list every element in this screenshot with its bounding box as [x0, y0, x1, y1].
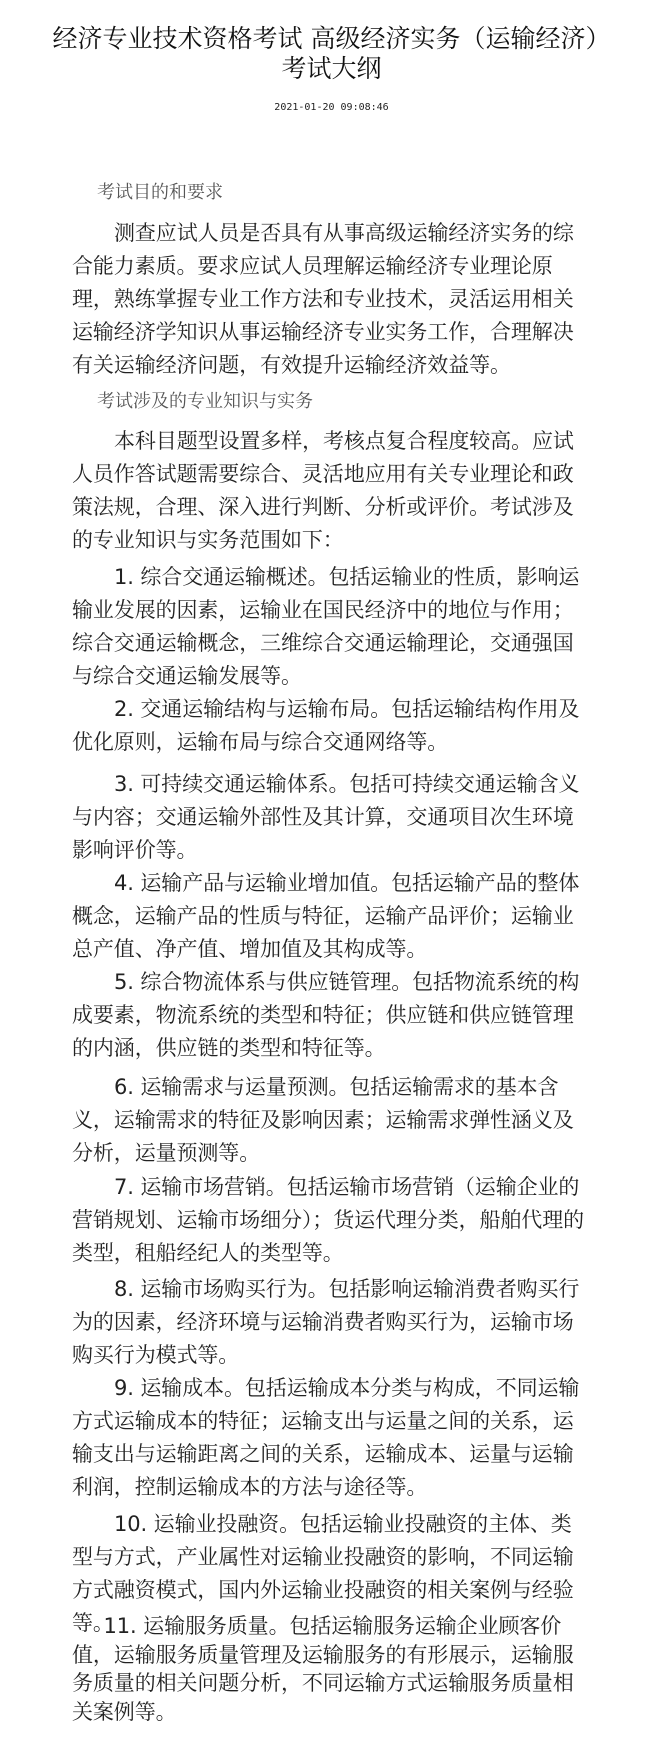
list-item: 11. 运输服务质量。包括运输服务运输企业顾客价值，运输服务质量管理及运输服务的有形展示，运输服务质量的相关问题分析，不同运输方式运输服务质量相关案例等。	[72, 1614, 574, 1724]
list-item: 5. 综合物流体系与供应链管理。包括物流系统的构成要素，物流系统的类型和特征；供应链和供应链管理的内涵，供应链的类型和特征等。	[72, 970, 580, 1060]
list-item: 6. 运输需求与运量预测。包括运输需求的基本含义，运输需求的特征及影响因素；运输需求弹性涵义及分析，运量预测等。	[72, 1075, 574, 1165]
list-item: 10. 运输业投融资。包括运输业投融资的主体、类型与方式，产业属性对运输业投融资的影响，不同运输方式融资模式，国内外运输业投融资的相关案例与经验等。	[72, 1512, 574, 1635]
section-heading: 考试目的和要求	[97, 182, 223, 203]
title-line-1: 经济专业技术资格考试 高级经济实务（运输经济）	[52, 24, 611, 53]
paragraph: 本科目题型设置多样，考核点复合程度较高。应试人员作答试题需要综合、灵活地应用有关专业理论和政策法规，合理、深入进行判断、分析或评价。考试涉及的专业知识与实务范围如下：	[72, 429, 574, 552]
list-item: 8. 运输市场购买行为。包括影响运输消费者购买行为的因素，经济环境与运输消费者购买行为，运输市场购买行为模式等。	[72, 1277, 580, 1367]
list-item: 1. 综合交通运输概述。包括运输业的性质，影响运输业发展的因素，运输业在国民经济中的地位与作用；综合交通运输概念，三维综合交通运输理论，交通强国与综合交通运输发展等。	[72, 565, 580, 688]
list-item: 3. 可持续交通运输体系。包括可持续交通运输含义与内容；交通运输外部性及其计算，交通项目次生环境影响评价等。	[72, 772, 580, 862]
publish-date: 2021-01-20 09:08:46	[274, 102, 389, 113]
list-item: 7. 运输市场营销。包括运输市场营销（运输企业的营销规划、运输市场细分）；货运代理分类，船舶代理的类型，租船经纪人的类型等。	[72, 1175, 584, 1265]
list-item: 9. 运输成本。包括运输成本分类与构成，不同运输方式运输成本的特征；运输支出与运量之间的关系，运输支出与运输距离之间的关系，运输成本、运量与运输利润，控制运输成本的方法与途径等。	[72, 1376, 580, 1499]
list-item: 4. 运输产品与运输业增加值。包括运输产品的整体概念，运输产品的性质与特征，运输产品评价；运输业总产值、净产值、增加值及其构成等。	[72, 871, 580, 961]
list-item: 2. 交通运输结构与运输布局。包括运输结构作用及优化原则，运输布局与综合交通网络等。	[72, 697, 580, 754]
title-line-2: 考试大纲	[281, 54, 382, 83]
paragraph: 测查应试人员是否具有从事高级运输经济实务的综合能力素质。要求应试人员理解运输经济专业理论原理，熟练掌握专业工作方法和专业技术，灵活运用相关运输经济学知识从事运输经济专业实务工作，合理解决有关运输经济问题，有效提升运输经济效益等。	[72, 221, 574, 377]
section-heading: 考试涉及的专业知识与实务	[97, 391, 313, 412]
